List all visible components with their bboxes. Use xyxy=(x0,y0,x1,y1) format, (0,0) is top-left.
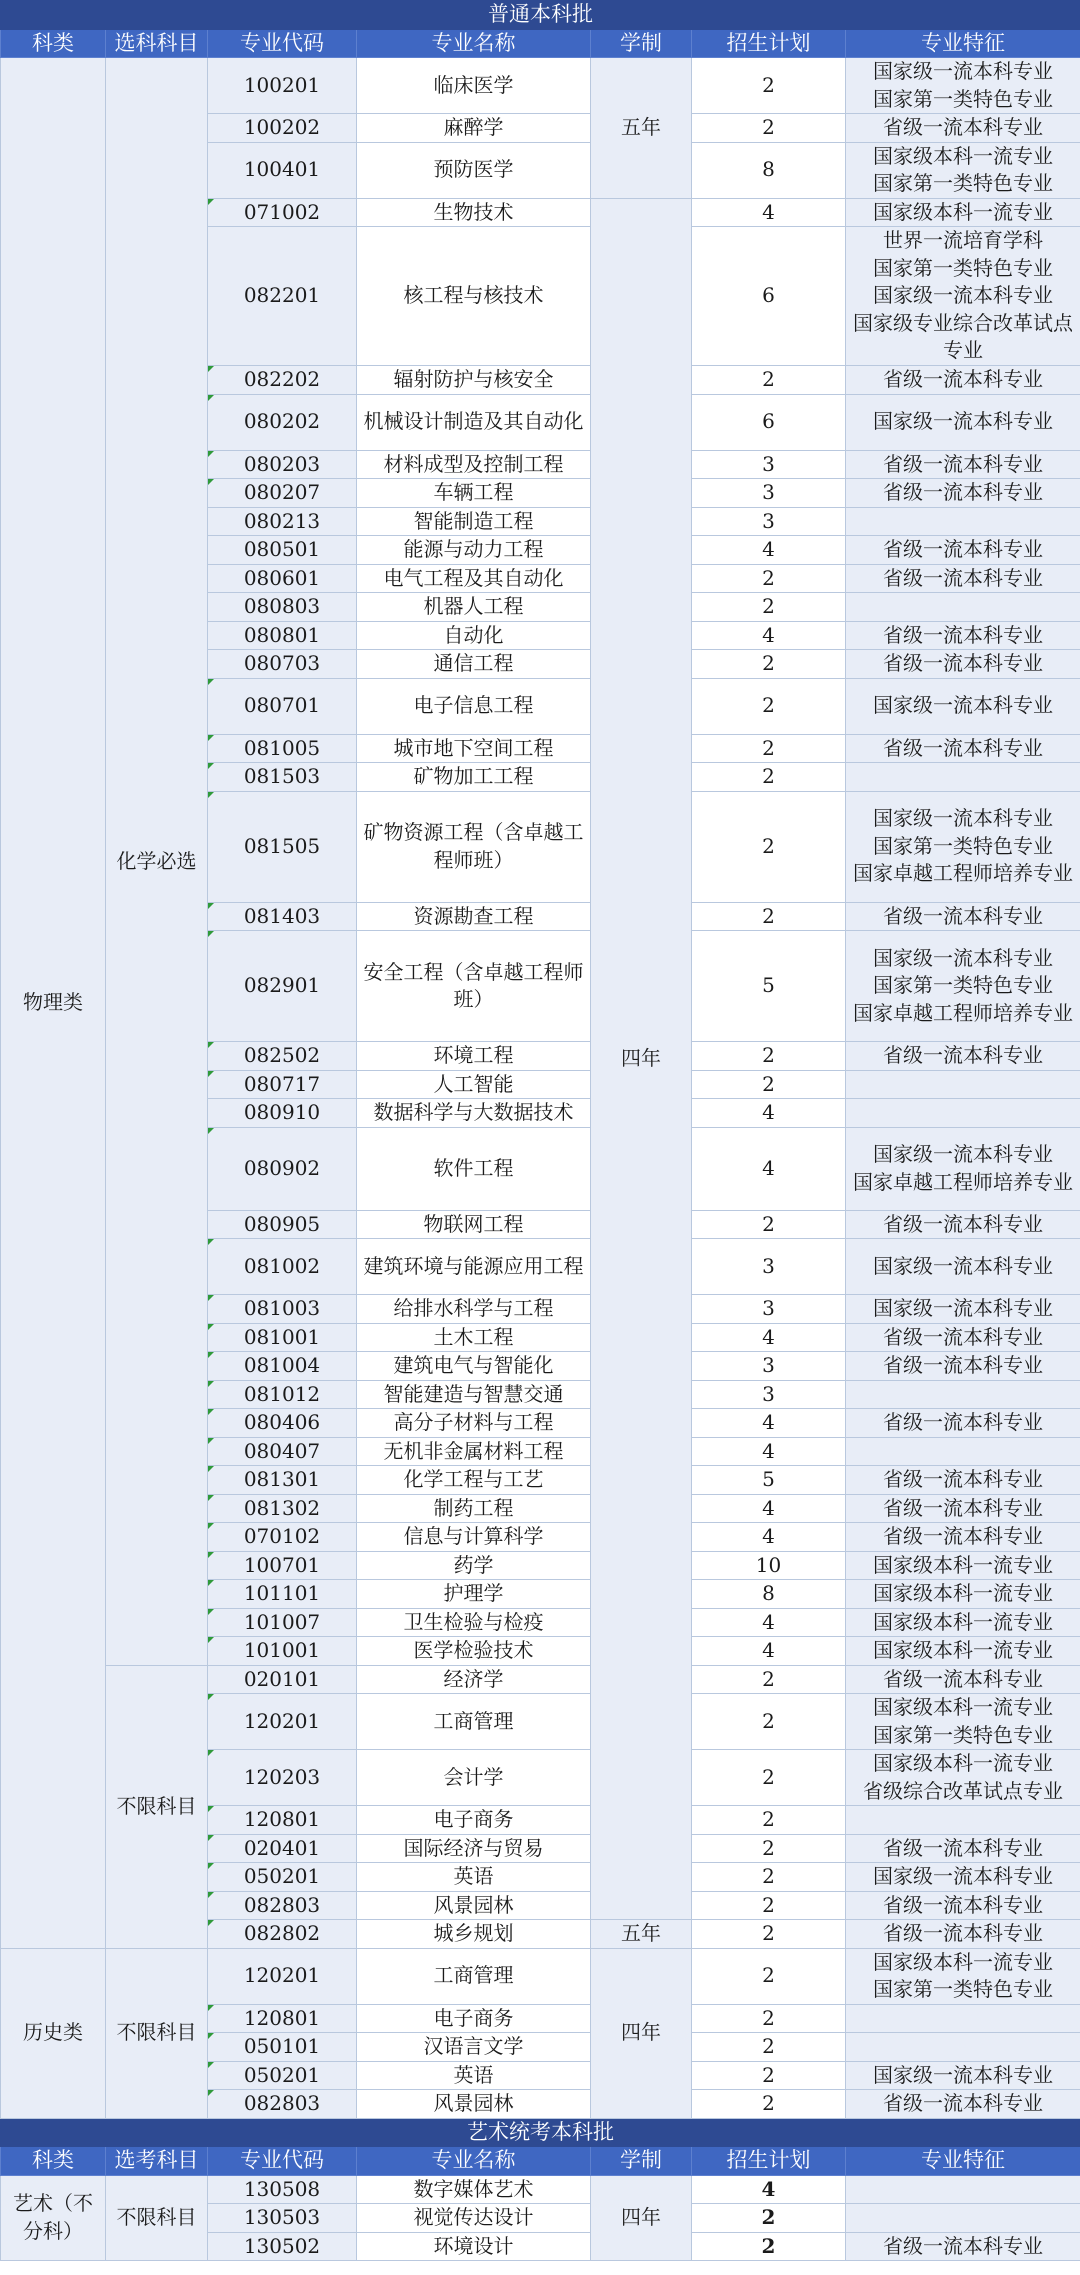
major-feature: 国家级一流本科专业 xyxy=(846,1239,1080,1295)
major-feature: 省级一流本科专业 xyxy=(846,564,1080,593)
elective-requirement: 不限科目 xyxy=(106,2175,208,2261)
major-feature: 国家级本科一流专业 xyxy=(846,1608,1080,1637)
feature-line: 国家第一类特色专业 xyxy=(873,255,1053,280)
enrollment-plan: 5 xyxy=(692,1466,846,1495)
feature-line: 国家级一流本科专业 xyxy=(873,283,1053,308)
elective-requirement: 不限科目 xyxy=(106,1948,208,2118)
major-feature xyxy=(846,1070,1080,1099)
feature-line: 国家级一流本科专业 xyxy=(873,1142,1053,1166)
enrollment-plan: 2 xyxy=(692,564,846,593)
major-feature: 国家级本科一流专业 xyxy=(846,198,1080,227)
feature-line: 国家级本科一流专业 xyxy=(873,1751,1053,1775)
major-code: 080501 xyxy=(208,536,357,565)
major-name: 汉语言文学 xyxy=(357,2033,591,2062)
major-feature xyxy=(846,763,1080,792)
major-feature xyxy=(846,1127,1080,1210)
major-feature: 省级一流本科专业 xyxy=(846,114,1080,143)
major-name: 风景园林 xyxy=(357,2090,591,2119)
major-feature: 国家级一流本科专业 xyxy=(846,1863,1080,1892)
major-name: 安全工程（含卓越工程师班） xyxy=(357,931,591,1042)
major-code: 050101 xyxy=(208,2033,357,2062)
enrollment-plan: 2 xyxy=(692,763,846,792)
enrollment-plan: 2 xyxy=(692,791,846,902)
major-code: 081505 xyxy=(208,791,357,902)
major-code: 080701 xyxy=(208,678,357,734)
feature-line: 国家级专业综合改革试点专业 xyxy=(853,310,1073,363)
column-header: 学制 xyxy=(591,2147,692,2176)
column-header: 专业特征 xyxy=(846,29,1080,58)
enrollment-plan: 4 xyxy=(692,1323,846,1352)
major-code: 082502 xyxy=(208,1042,357,1071)
major-feature: 省级一流本科专业 xyxy=(846,536,1080,565)
feature-line: 国家第一类特色专业 xyxy=(873,1977,1053,2001)
feature-line: 国家级一流本科专业 xyxy=(873,59,1053,83)
major-name: 高分子材料与工程 xyxy=(357,1409,591,1438)
enrollment-plan: 2 xyxy=(692,2204,846,2233)
feature-line: 世界一流培育学科 xyxy=(883,228,1043,253)
major-code: 080407 xyxy=(208,1437,357,1466)
study-duration: 四年 xyxy=(591,1948,692,2118)
major-code: 081503 xyxy=(208,763,357,792)
major-code: 082802 xyxy=(208,1920,357,1949)
major-name: 数据科学与大数据技术 xyxy=(357,1099,591,1128)
major-feature xyxy=(846,931,1080,1042)
major-feature xyxy=(846,1750,1080,1806)
feature-line: 国家卓越工程师培养专业 xyxy=(853,861,1073,886)
enrollment-plan: 3 xyxy=(692,507,846,536)
major-code: 080910 xyxy=(208,1099,357,1128)
major-code: 130502 xyxy=(208,2232,357,2261)
major-code: 082202 xyxy=(208,366,357,395)
enrollment-plan: 3 xyxy=(692,479,846,508)
enrollment-plan: 8 xyxy=(692,1580,846,1609)
major-feature xyxy=(846,1948,1080,2004)
enrollment-plan: 4 xyxy=(692,198,846,227)
major-name: 矿物资源工程（含卓越工程师班） xyxy=(357,791,591,902)
major-code: 082201 xyxy=(208,227,357,366)
major-name: 护理学 xyxy=(357,1580,591,1609)
enrollment-plan: 4 xyxy=(692,1608,846,1637)
elective-requirement: 不限科目 xyxy=(106,1665,208,1948)
major-code: 100401 xyxy=(208,142,357,198)
major-code: 080406 xyxy=(208,1409,357,1438)
major-name: 矿物加工工程 xyxy=(357,763,591,792)
enrollment-plan: 4 xyxy=(692,1437,846,1466)
major-feature xyxy=(846,593,1080,622)
major-name: 会计学 xyxy=(357,1750,591,1806)
major-name: 风景园林 xyxy=(357,1891,591,1920)
major-code: 120203 xyxy=(208,1750,357,1806)
enrollment-plan: 4 xyxy=(692,1494,846,1523)
major-name: 麻醉学 xyxy=(357,114,591,143)
major-code: 082803 xyxy=(208,2090,357,2119)
enrollment-plan: 4 xyxy=(692,1127,846,1210)
major-feature xyxy=(846,2175,1080,2204)
enrollment-plan: 6 xyxy=(692,394,846,450)
column-header: 招生计划 xyxy=(692,2147,846,2176)
major-code: 080203 xyxy=(208,450,357,479)
major-feature xyxy=(846,1694,1080,1750)
major-feature xyxy=(846,2004,1080,2033)
major-code: 080905 xyxy=(208,1210,357,1239)
feature-line: 国家级本科一流专业 xyxy=(873,143,1053,168)
major-name: 工商管理 xyxy=(357,1948,591,2004)
major-name: 城乡规划 xyxy=(357,1920,591,1949)
enrollment-plan: 2 xyxy=(692,1665,846,1694)
column-header: 专业代码 xyxy=(208,29,357,58)
major-name: 智能制造工程 xyxy=(357,507,591,536)
major-code: 081003 xyxy=(208,1295,357,1324)
major-name: 机器人工程 xyxy=(357,593,591,622)
major-code: 071002 xyxy=(208,198,357,227)
major-feature: 省级一流本科专业 xyxy=(846,1494,1080,1523)
enrollment-plan: 2 xyxy=(692,1694,846,1750)
enrollment-plan: 4 xyxy=(692,536,846,565)
major-code: 080703 xyxy=(208,650,357,679)
enrollment-plan: 2 xyxy=(692,734,846,763)
major-feature xyxy=(846,791,1080,902)
major-name: 制药工程 xyxy=(357,1494,591,1523)
major-code: 101007 xyxy=(208,1608,357,1637)
major-feature: 省级一流本科专业 xyxy=(846,1920,1080,1949)
enrollment-plan: 3 xyxy=(692,1295,846,1324)
major-name: 自动化 xyxy=(357,621,591,650)
study-duration: 四年 xyxy=(591,2175,692,2261)
major-name: 环境设计 xyxy=(357,2232,591,2261)
major-name: 英语 xyxy=(357,1863,591,1892)
column-header: 学制 xyxy=(591,29,692,58)
major-feature: 省级一流本科专业 xyxy=(846,2232,1080,2261)
major-name: 电气工程及其自动化 xyxy=(357,564,591,593)
major-feature: 省级一流本科专业 xyxy=(846,1352,1080,1381)
enrollment-plan: 2 xyxy=(692,1891,846,1920)
major-feature: 省级一流本科专业 xyxy=(846,450,1080,479)
enrollment-plan: 2 xyxy=(692,2004,846,2033)
enrollment-plan: 2 xyxy=(692,593,846,622)
enrollment-plan: 4 xyxy=(692,621,846,650)
major-code: 050201 xyxy=(208,2061,357,2090)
major-feature xyxy=(846,1806,1080,1835)
major-name: 英语 xyxy=(357,2061,591,2090)
enrollment-plan: 2 xyxy=(692,58,846,114)
enrollment-plan: 2 xyxy=(692,2033,846,2062)
enrollment-plan: 2 xyxy=(692,1863,846,1892)
major-name: 材料成型及控制工程 xyxy=(357,450,591,479)
major-code: 081004 xyxy=(208,1352,357,1381)
study-duration: 四年 xyxy=(591,198,692,1920)
major-code: 130503 xyxy=(208,2204,357,2233)
major-code: 080202 xyxy=(208,394,357,450)
major-code: 120801 xyxy=(208,1806,357,1835)
major-feature: 省级一流本科专业 xyxy=(846,1042,1080,1071)
major-name: 数字媒体艺术 xyxy=(357,2175,591,2204)
major-code: 070102 xyxy=(208,1523,357,1552)
major-code: 050201 xyxy=(208,1863,357,1892)
enrollment-plan: 6 xyxy=(692,227,846,366)
enrollment-plan: 8 xyxy=(692,142,846,198)
section-banner: 艺术统考本科批 xyxy=(1,2118,1080,2147)
major-feature: 省级一流本科专业 xyxy=(846,902,1080,931)
major-feature: 省级一流本科专业 xyxy=(846,650,1080,679)
feature-line: 国家卓越工程师培养专业 xyxy=(853,1000,1073,1025)
major-name: 资源勘查工程 xyxy=(357,902,591,931)
enrollment-plan: 5 xyxy=(692,931,846,1042)
major-code: 080213 xyxy=(208,507,357,536)
enrollment-plan: 2 xyxy=(692,678,846,734)
enrollment-plan: 2 xyxy=(692,1806,846,1835)
major-name: 卫生检验与检疫 xyxy=(357,1608,591,1637)
column-header: 专业名称 xyxy=(357,29,591,58)
enrollment-plan: 10 xyxy=(692,1551,846,1580)
major-name: 软件工程 xyxy=(357,1127,591,1210)
major-feature: 国家级本科一流专业 xyxy=(846,1580,1080,1609)
major-feature xyxy=(846,58,1080,114)
major-name: 土木工程 xyxy=(357,1323,591,1352)
major-name: 通信工程 xyxy=(357,650,591,679)
feature-line: 国家卓越工程师培养专业 xyxy=(853,1169,1073,1194)
column-header: 科类 xyxy=(1,29,106,58)
feature-line: 国家级本科一流专业 xyxy=(873,1949,1053,1974)
major-code: 080717 xyxy=(208,1070,357,1099)
major-name: 智能建造与智慧交通 xyxy=(357,1380,591,1409)
major-feature xyxy=(846,1099,1080,1128)
subject-category-history: 历史类 xyxy=(1,1948,106,2118)
column-header: 科类 xyxy=(1,2147,106,2176)
enrollment-plan: 4 xyxy=(692,1409,846,1438)
major-code: 080207 xyxy=(208,479,357,508)
major-feature xyxy=(846,2033,1080,2062)
major-feature xyxy=(846,1437,1080,1466)
major-feature xyxy=(846,1380,1080,1409)
major-name: 电子商务 xyxy=(357,2004,591,2033)
major-code: 080902 xyxy=(208,1127,357,1210)
major-name: 能源与动力工程 xyxy=(357,536,591,565)
major-name: 车辆工程 xyxy=(357,479,591,508)
enrollment-plan: 4 xyxy=(692,1099,846,1128)
major-code: 101001 xyxy=(208,1637,357,1666)
major-code: 120201 xyxy=(208,1694,357,1750)
major-feature: 省级一流本科专业 xyxy=(846,1523,1080,1552)
major-name: 化学工程与工艺 xyxy=(357,1466,591,1495)
major-name: 生物技术 xyxy=(357,198,591,227)
major-code: 120801 xyxy=(208,2004,357,2033)
study-duration: 五年 xyxy=(591,1920,692,1949)
major-feature: 省级一流本科专业 xyxy=(846,1323,1080,1352)
major-code: 081002 xyxy=(208,1239,357,1295)
major-feature: 国家级一流本科专业 xyxy=(846,2061,1080,2090)
enrollment-plan: 2 xyxy=(692,650,846,679)
enrollment-plan: 2 xyxy=(692,1750,846,1806)
major-feature: 国家级一流本科专业 xyxy=(846,678,1080,734)
major-code: 100201 xyxy=(208,58,357,114)
enrollment-plan: 4 xyxy=(692,1523,846,1552)
major-feature: 国家级一流本科专业 xyxy=(846,1295,1080,1324)
major-code: 081001 xyxy=(208,1323,357,1352)
major-feature: 省级一流本科专业 xyxy=(846,2090,1080,2119)
major-code: 101101 xyxy=(208,1580,357,1609)
major-code: 100701 xyxy=(208,1551,357,1580)
enrollment-plan: 4 xyxy=(692,1637,846,1666)
feature-line: 国家级一流本科专业 xyxy=(873,945,1053,970)
major-feature: 国家级一流本科专业 xyxy=(846,394,1080,450)
feature-line: 国家第一类特色专业 xyxy=(873,1722,1053,1747)
major-name: 预防医学 xyxy=(357,142,591,198)
major-feature: 国家级本科一流专业 xyxy=(846,1637,1080,1666)
major-code: 081302 xyxy=(208,1494,357,1523)
major-name: 物联网工程 xyxy=(357,1210,591,1239)
major-code: 081012 xyxy=(208,1380,357,1409)
major-name: 电子商务 xyxy=(357,1806,591,1835)
major-name: 机械设计制造及其自动化 xyxy=(357,394,591,450)
major-code: 080601 xyxy=(208,564,357,593)
major-feature: 省级一流本科专业 xyxy=(846,366,1080,395)
section-banner: 普通本科批 xyxy=(1,1,1080,30)
major-name: 信息与计算科学 xyxy=(357,1523,591,1552)
feature-line: 国家级本科一流专业 xyxy=(873,1695,1053,1719)
major-name: 辐射防护与核安全 xyxy=(357,366,591,395)
major-code: 020101 xyxy=(208,1665,357,1694)
enrollment-plan: 2 xyxy=(692,366,846,395)
major-code: 130508 xyxy=(208,2175,357,2204)
elective-requirement: 化学必选 xyxy=(106,58,208,1666)
major-feature: 省级一流本科专业 xyxy=(846,1409,1080,1438)
major-feature: 省级一流本科专业 xyxy=(846,1665,1080,1694)
major-feature: 省级一流本科专业 xyxy=(846,1210,1080,1239)
major-name: 视觉传达设计 xyxy=(357,2204,591,2233)
enrollment-plan: 4 xyxy=(692,2175,846,2204)
major-name: 无机非金属材料工程 xyxy=(357,1437,591,1466)
major-name: 电子信息工程 xyxy=(357,678,591,734)
major-code: 100202 xyxy=(208,114,357,143)
enrollment-plan: 2 xyxy=(692,2061,846,2090)
column-header: 招生计划 xyxy=(692,29,846,58)
major-feature xyxy=(846,2204,1080,2233)
major-code: 081005 xyxy=(208,734,357,763)
major-name: 核工程与核技术 xyxy=(357,227,591,366)
major-code: 080803 xyxy=(208,593,357,622)
major-name: 城市地下空间工程 xyxy=(357,734,591,763)
major-name: 临床医学 xyxy=(357,58,591,114)
enrollment-plan: 2 xyxy=(692,902,846,931)
enrollment-plan: 2 xyxy=(692,1834,846,1863)
enrollment-plan: 3 xyxy=(692,1239,846,1295)
enrollment-plan: 2 xyxy=(692,114,846,143)
major-code: 082803 xyxy=(208,1891,357,1920)
enrollment-plan: 2 xyxy=(692,1920,846,1949)
feature-line: 国家级一流本科专业 xyxy=(873,806,1053,831)
study-duration: 五年 xyxy=(591,58,692,199)
major-feature: 省级一流本科专业 xyxy=(846,1834,1080,1863)
enrollment-plan: 3 xyxy=(692,450,846,479)
major-name: 环境工程 xyxy=(357,1042,591,1071)
major-code: 081301 xyxy=(208,1466,357,1495)
major-name: 给排水科学与工程 xyxy=(357,1295,591,1324)
feature-line: 国家第一类特色专业 xyxy=(873,833,1053,858)
enrollment-plan: 2 xyxy=(692,2090,846,2119)
enrollment-plan: 3 xyxy=(692,1380,846,1409)
enrollment-plan: 2 xyxy=(692,1948,846,2004)
column-header: 选科科目 xyxy=(106,29,208,58)
major-feature xyxy=(846,142,1080,198)
major-code: 082901 xyxy=(208,931,357,1042)
major-feature: 省级一流本科专业 xyxy=(846,1466,1080,1495)
column-header: 专业特征 xyxy=(846,2147,1080,2176)
major-name: 工商管理 xyxy=(357,1694,591,1750)
enrollment-plan: 2 xyxy=(692,2232,846,2261)
enrollment-plan: 3 xyxy=(692,1352,846,1381)
enrollment-plan: 2 xyxy=(692,1042,846,1071)
column-header: 选考科目 xyxy=(106,2147,208,2176)
column-header: 专业代码 xyxy=(208,2147,357,2176)
major-feature xyxy=(846,507,1080,536)
enrollment-plan: 2 xyxy=(692,1210,846,1239)
subject-category-physics: 物理类 xyxy=(1,58,106,1949)
major-feature xyxy=(846,227,1080,366)
major-code: 120201 xyxy=(208,1948,357,2004)
major-name: 建筑电气与智能化 xyxy=(357,1352,591,1381)
major-feature: 省级一流本科专业 xyxy=(846,734,1080,763)
column-header: 专业名称 xyxy=(357,2147,591,2176)
feature-line: 国家第一类特色专业 xyxy=(873,171,1053,195)
major-feature: 省级一流本科专业 xyxy=(846,621,1080,650)
major-name: 医学检验技术 xyxy=(357,1637,591,1666)
major-code: 081403 xyxy=(208,902,357,931)
subject-category-art: 艺术（不分科） xyxy=(1,2175,106,2261)
major-code: 080801 xyxy=(208,621,357,650)
major-feature: 国家级本科一流专业 xyxy=(846,1551,1080,1580)
feature-line: 省级综合改革试点专业 xyxy=(863,1778,1063,1803)
enrollment-plan: 2 xyxy=(692,1070,846,1099)
major-name: 建筑环境与能源应用工程 xyxy=(357,1239,591,1295)
major-name: 经济学 xyxy=(357,1665,591,1694)
major-code: 020401 xyxy=(208,1834,357,1863)
feature-line: 国家第一类特色专业 xyxy=(873,973,1053,998)
major-feature: 省级一流本科专业 xyxy=(846,1891,1080,1920)
major-feature: 省级一流本科专业 xyxy=(846,479,1080,508)
feature-line: 国家第一类特色专业 xyxy=(873,86,1053,111)
major-name: 人工智能 xyxy=(357,1070,591,1099)
major-name: 药学 xyxy=(357,1551,591,1580)
major-name: 国际经济与贸易 xyxy=(357,1834,591,1863)
